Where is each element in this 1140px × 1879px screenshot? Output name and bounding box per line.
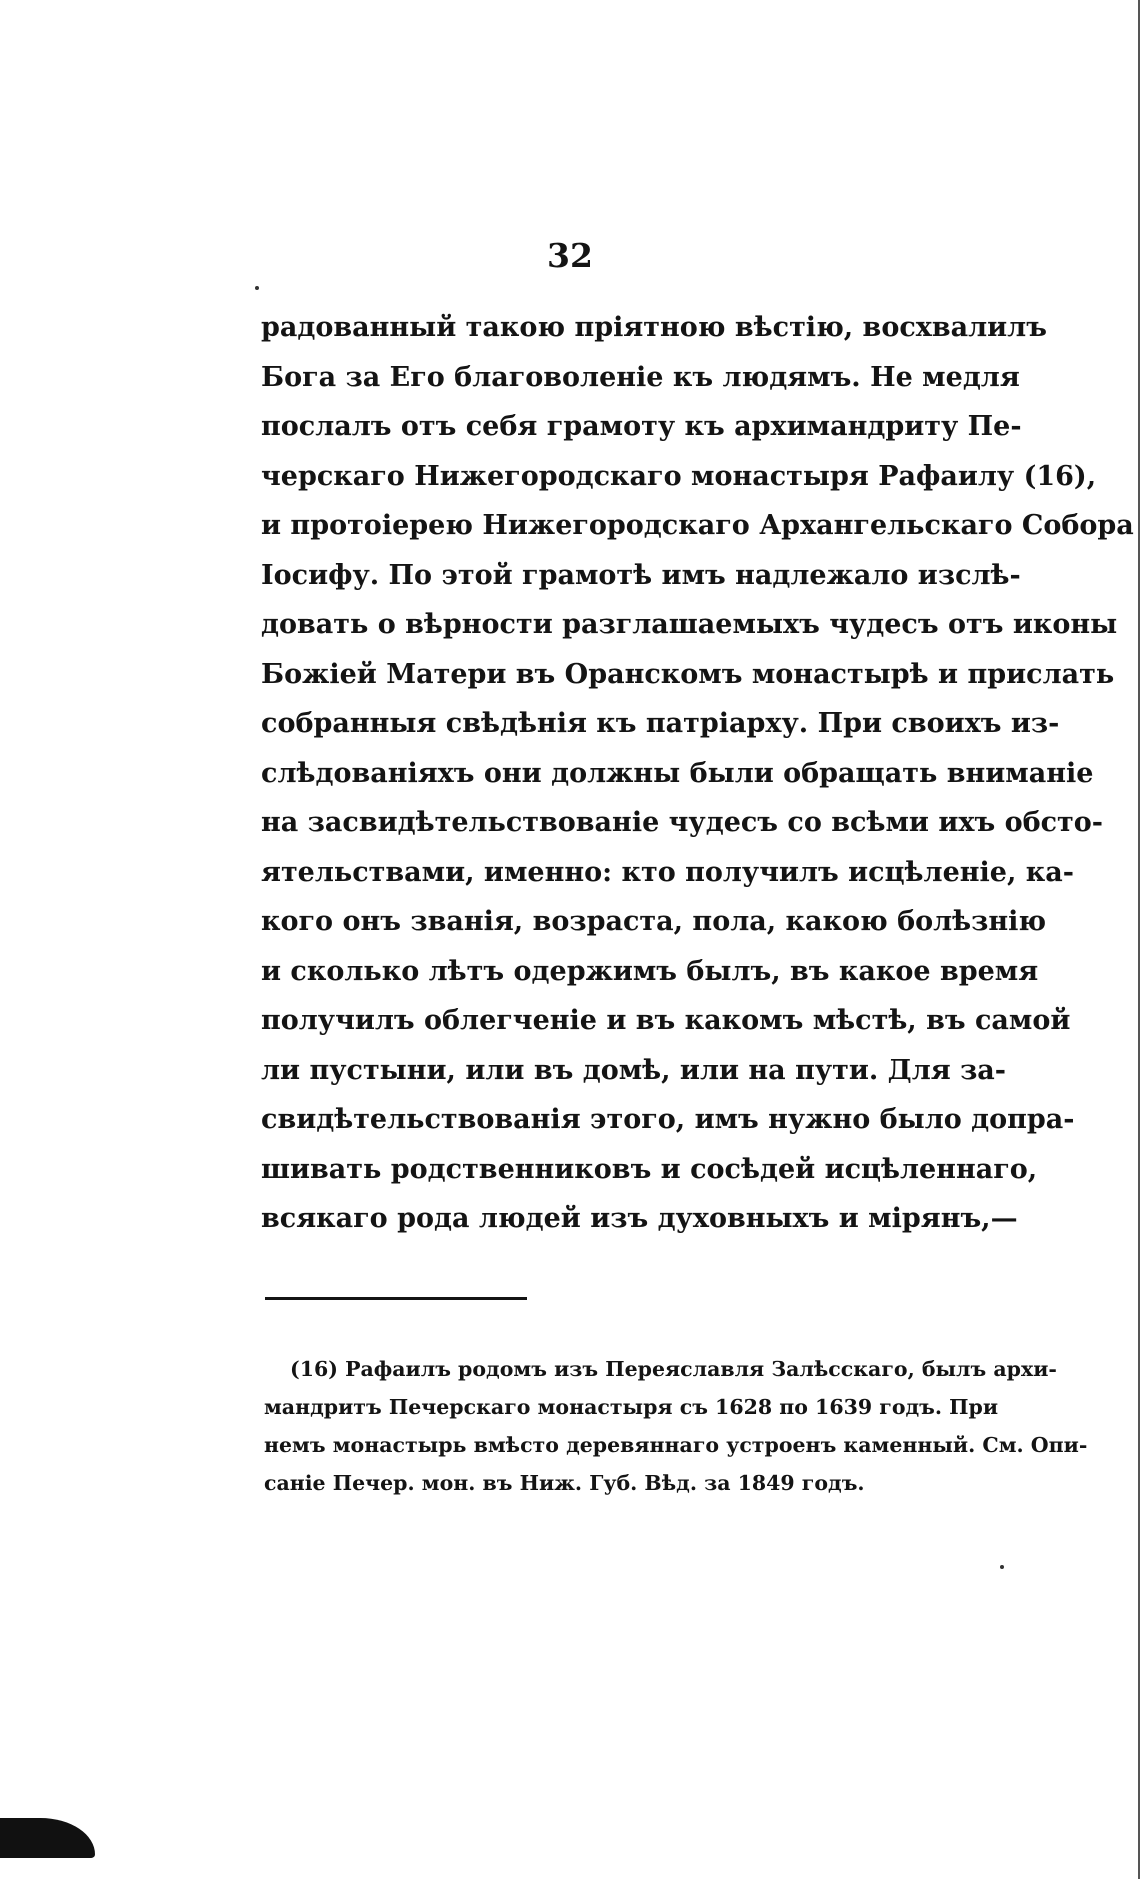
text-line: на засвидѣтельствованiе чудесъ со всѣми ихъ обсто-	[261, 807, 1103, 838]
main-text-block	[261, 303, 1134, 1244]
footnote-block	[264, 1350, 1088, 1502]
text-line: получилъ облегченiе и въ какомъ мѣстѣ, въ самой	[261, 1005, 1071, 1036]
text-line: кого онъ званiя, возраста, пола, какою болѣзнiю	[261, 906, 1047, 937]
text-line: шивать родственниковъ и сосѣдей исцѣленнаго,	[261, 1153, 1038, 1185]
footnote-line: (16) Рафаилъ родомъ изъ Переяславля Залѣсскаго, былъ архи-	[290, 1357, 1057, 1381]
footnote-line: немъ монастырь вмѣсто деревяннаго устроенъ каменный. См. Опи-	[264, 1433, 1088, 1457]
footnote-line: санiе Печер. мон. въ Ниж. Губ. Вѣд. за 1849 годъ.	[264, 1471, 865, 1495]
text-line: и сколько лѣтъ одержимъ былъ, въ какое время	[261, 955, 1039, 987]
page-number: 32	[547, 236, 593, 275]
text-line: собранныя свѣдѣнiя къ патрiарху. При своихъ из-	[261, 708, 1060, 739]
text-line: черскаго Нижегородскаго монастыря Рафаилу (16),	[261, 460, 1097, 492]
text-line: Божiей Матери въ Оранскомъ монастырѣ и прислать	[261, 658, 1115, 690]
text-line: Iосифу. По этой грамотѣ имъ надлежало изслѣ-	[261, 559, 1021, 591]
text-line: всякаго рода людей изъ духовныхъ и мiрянъ,—	[261, 1203, 1018, 1234]
text-line: и протоiерею Нижегородскаго Архангельскаго Собора	[261, 510, 1134, 541]
text-line: радованный такою прiятною вѣстiю, восхвалилъ	[261, 312, 1047, 343]
scan-speck	[1000, 1565, 1004, 1569]
scan-blot	[0, 1818, 95, 1858]
text-line: Бога за Его благоволенiе къ людямъ. Не медля	[261, 361, 1020, 393]
footnote-line: мандритъ Печерскаго монастыря съ 1628 по 1639 годъ. При	[264, 1395, 999, 1419]
text-line: послалъ отъ себя грамоту къ архимандриту Пе-	[261, 411, 1022, 442]
text-line: ятельствами, именно: кто получилъ исцѣленiе, ка-	[261, 856, 1074, 888]
text-line: свидѣтельствованiя этого, имъ нужно было допра-	[261, 1104, 1075, 1135]
scan-speck	[255, 286, 259, 290]
text-line: слѣдованiяхъ они должны были обращать вниманiе	[261, 757, 1094, 789]
text-line: ли пустыни, или въ домѣ, или на пути. Для за-	[261, 1054, 1007, 1086]
footnote-divider	[265, 1297, 527, 1300]
text-line: довать о вѣрности разглашаемыхъ чудесъ отъ иконы	[261, 609, 1118, 640]
